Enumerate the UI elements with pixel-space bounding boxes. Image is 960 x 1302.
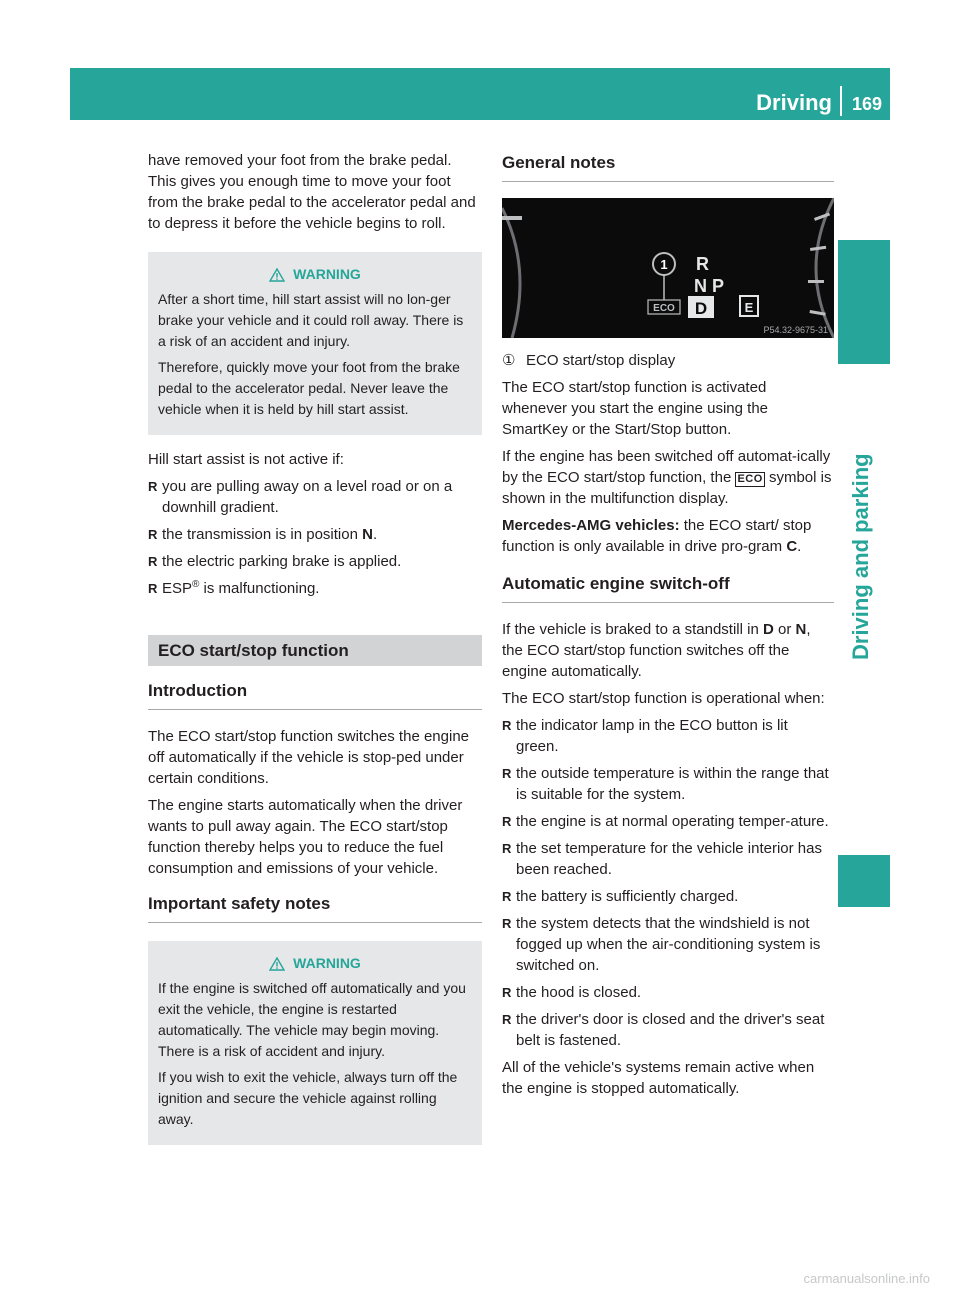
svg-text:R: R (696, 254, 709, 274)
eco-conditions-list (502, 715, 834, 1051)
list-item: R the driver's door is closed and the driver's seat belt is fastened. (502, 1009, 834, 1051)
warning-text: Therefore, quickly move your foot from the brake pedal to the accelerator pedal. Never leave the vehicle when it is held by hill start assist. (158, 359, 460, 417)
hill-not-active-lead: Hill start assist is not active if: (148, 451, 344, 468)
warning-title: WARNING (158, 264, 472, 285)
svg-text:D: D (694, 299, 708, 318)
paragraph-final: All of the vehicle's systems remain active when the engine is stopped automatically. (502, 1059, 815, 1097)
paragraph: The ECO start/stop function switches the engine off automatically if the vehicle is stop-ped under certain conditions. (148, 728, 469, 787)
list-item: R the engine is at normal operating temper-ature. (502, 811, 834, 832)
warning-box-eco (148, 941, 482, 1145)
warning-triangle-icon (269, 268, 285, 282)
list-item: R the transmission is in position N. (148, 524, 482, 545)
eco-symbol-icon: ECO (737, 473, 763, 485)
svg-text:E: E (744, 300, 754, 315)
list-item: R the system detects that the windshield is not fogged up when the air-conditioning system is switched on. (502, 913, 834, 976)
figure-callout (502, 350, 834, 371)
list-item: R the indicator lamp in the ECO button is lit green. (502, 715, 834, 757)
paragraph: The engine starts automatically when the driver wants to pull away again. The ECO start/stop function thereby helps you to reduce the fuel consumption and emissions of your vehicle. (148, 797, 463, 877)
paragraph-amg: Mercedes-AMG vehicles: the ECO start/ stop function is only available in drive pro-gram C. (502, 517, 812, 555)
list-item: R the battery is sufficiently charged. (502, 886, 834, 907)
svg-text:1: 1 (660, 257, 668, 272)
watermark: carmanualsonline.info (803, 1271, 930, 1286)
warning-title: WARNING (158, 953, 472, 974)
page-number: 169 (851, 94, 882, 114)
callout-number: ① (502, 352, 516, 369)
warning-text: If the engine is switched off automatically and you exit the vehicle, the engine is restarted automatically. The vehicle may begin moving. There is a risk of accident and injury. (158, 980, 466, 1059)
warning-box-hill-start (148, 252, 482, 435)
subheading-auto-switch-off: Automatic engine switch-off (502, 573, 834, 603)
warning-triangle-icon (269, 957, 285, 971)
warning-text: If you wish to exit the vehicle, always turn off the ignition and secure the vehicle against rolling away. (158, 1069, 458, 1127)
header-section-title: Driving (756, 90, 832, 115)
paragraph: The ECO start/stop function is operational when: (502, 690, 825, 707)
side-block-marker (838, 855, 890, 907)
side-tab-label: Driving and parking (848, 453, 873, 660)
hill-conditions-list (148, 476, 482, 599)
callout-text: ECO start/stop display (526, 352, 676, 369)
paragraph-eco-symbol: If the engine has been switched off automat-ically by the ECO start/stop function, the ECO symbol is shown in the multifunction display. (502, 448, 832, 507)
running-header (756, 86, 890, 116)
list-item: R the set temperature for the vehicle interior has been reached. (502, 838, 834, 880)
svg-text:ECO: ECO (653, 303, 675, 314)
list-item: R the electric parking brake is applied. (148, 551, 482, 572)
svg-text:N P: N P (694, 276, 725, 296)
list-item: R the hood is closed. (502, 982, 834, 1003)
left-column (148, 150, 482, 1159)
intro-continuation: have removed your foot from the brake pedal. This gives you enough time to move your foot from the brake pedal to the accelerator pedal and to depress it before the vehicle begins to roll. (148, 152, 476, 232)
subheading-general-notes: General notes (502, 150, 834, 182)
cluster-illustration (502, 198, 834, 338)
svg-text:P54.32-9675-31: P54.32-9675-31 (763, 325, 828, 335)
right-column (502, 150, 834, 1105)
instrument-cluster-figure (502, 198, 834, 338)
subheading-safety-notes: Important safety notes (148, 893, 482, 923)
warning-text: After a short time, hill start assist will no lon-ger brake your vehicle and it could roll away. There is a risk of an accident and injury. (158, 291, 464, 349)
paragraph-auto: If the vehicle is braked to a standstill in D or N, the ECO start/stop function switches off the engine automatically. (502, 621, 811, 680)
section-title-banner: ECO start/stop function (148, 635, 482, 666)
list-item: R ESP® is malfunctioning. (148, 578, 482, 599)
paragraph: The ECO start/stop function is activated whenever you start the engine using the SmartKey or the Start/Stop button. (502, 379, 769, 438)
list-item: R the outside temperature is within the range that is suitable for the system. (502, 763, 834, 805)
subheading-introduction: Introduction (148, 680, 482, 710)
header-separator (840, 86, 842, 116)
list-item: R you are pulling away on a level road or on a downhill gradient. (148, 476, 482, 518)
